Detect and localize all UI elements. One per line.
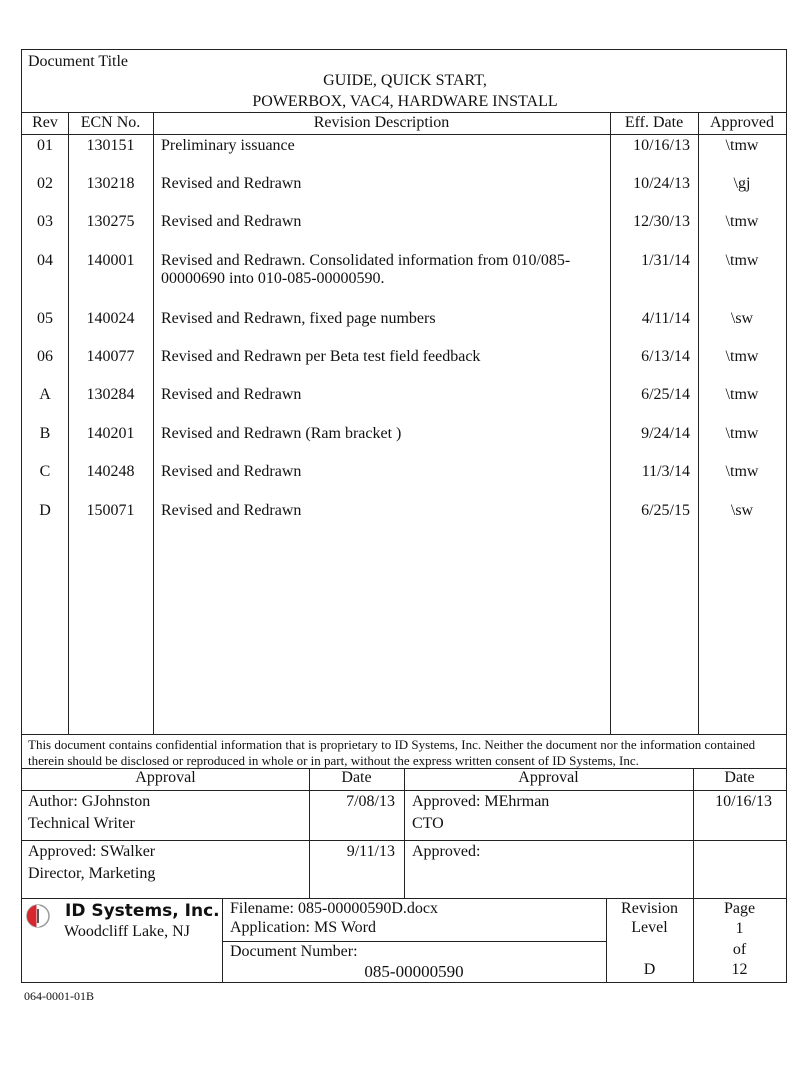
document-title-line1: GUIDE, QUICK START, [323, 72, 487, 89]
description-cell: Revised and Redrawn [161, 502, 302, 519]
approved-cell: \tmw [725, 137, 759, 154]
rev-cell: 05 [37, 310, 53, 327]
approver1-title: CTO [412, 815, 444, 832]
approved-cell: \tmw [725, 348, 759, 365]
rev-cell: 02 [37, 175, 53, 192]
page-label: Page [723, 900, 756, 917]
document-title-line2: POWERBOX, VAC4, HARDWARE INSTALL [252, 93, 558, 110]
approval-header-right: Approval [518, 769, 579, 786]
date-header-right: Date [724, 769, 755, 786]
revision-value: D [643, 961, 656, 978]
col-header-ecn: ECN No. [80, 114, 141, 131]
company-name: ID Systems, Inc. [65, 901, 220, 921]
date-header-left: Date [341, 769, 372, 786]
approver2-title: Director, Marketing [28, 865, 156, 882]
approved-cell: \tmw [725, 252, 759, 269]
divider [404, 768, 405, 898]
divider [22, 134, 786, 135]
ecn-cell: 140024 [86, 310, 135, 327]
revision-label-level: Level [631, 919, 668, 936]
approved-cell: \tmw [725, 463, 759, 480]
rev-cell: A [39, 386, 51, 403]
approver1-name: Approved: MEhrman [412, 793, 550, 810]
eff-date-cell: 6/25/15 [641, 502, 690, 519]
eff-date-cell: 12/30/13 [633, 213, 690, 230]
document-title-label: Document Title [28, 53, 129, 70]
rev-cell: 06 [37, 348, 53, 365]
approved-cell: \gj [733, 175, 751, 192]
divider [222, 941, 606, 942]
description-cell: Revised and Redrawn. Consolidated information from 010/085-00000690 into 010-085-00000590. [161, 252, 571, 287]
col-header-approved: Approved [710, 114, 774, 131]
ecn-cell: 150071 [86, 502, 135, 519]
eff-date-cell: 9/24/14 [641, 425, 690, 442]
approved-cell: \tmw [725, 213, 759, 230]
description-cell: Revised and Redrawn, fixed page numbers [161, 310, 436, 327]
page-current: 1 [735, 920, 744, 937]
col-header-rev: Rev [32, 114, 58, 131]
approver1-date: 10/16/13 [715, 793, 772, 810]
form-number: 064-0001-01B [24, 989, 94, 1003]
divider [309, 768, 310, 898]
col-header-eff-date: Eff. Date [624, 114, 684, 131]
rev-cell: 01 [37, 137, 53, 154]
col-header-description: Revision Description [313, 114, 450, 131]
document-number-label: Document Number: [230, 943, 358, 960]
divider [22, 734, 786, 735]
rev-cell: B [39, 425, 51, 442]
description-cell: Revised and Redrawn [161, 463, 302, 480]
rev-cell: D [39, 502, 51, 519]
divider [610, 112, 611, 734]
divider [22, 840, 786, 841]
eff-date-cell: 11/3/14 [641, 463, 690, 480]
approver3-name: Approved: [412, 843, 481, 860]
approver2-date: 9/11/13 [346, 843, 395, 860]
rev-cell: 04 [37, 252, 53, 269]
ecn-cell: 130275 [86, 213, 135, 230]
rev-cell: C [39, 463, 51, 480]
ecn-cell: 140248 [86, 463, 135, 480]
approval-header-left: Approval [135, 769, 196, 786]
company-location: Woodcliff Lake, NJ [64, 923, 190, 940]
divider [68, 112, 69, 734]
divider [153, 112, 154, 734]
ecn-cell: 130151 [86, 137, 135, 154]
revision-label: Revision [621, 900, 678, 917]
ecn-cell: 140077 [86, 348, 135, 365]
divider [698, 112, 699, 734]
approved-cell: \sw [730, 310, 754, 327]
divider [693, 768, 694, 898]
filename: Filename: 085-00000590D.docx [230, 900, 438, 917]
id-systems-logo-icon [25, 903, 51, 929]
author-title: Technical Writer [28, 815, 135, 832]
approved-cell: \tmw [725, 425, 759, 442]
ecn-cell: 130284 [86, 386, 135, 403]
description-cell: Revised and Redrawn per Beta test field feedback [161, 348, 481, 365]
approved-cell: \tmw [725, 386, 759, 403]
confidential-notice: This document contains confidential information that is proprietary to ID Systems, Inc. Neither the document nor the information contained therein should be disclosed or reproduced in whole or in part, without the express written consent of ID Systems, Inc. [28, 737, 756, 768]
eff-date-cell: 1/31/14 [641, 252, 690, 269]
description-cell: Revised and Redrawn [161, 213, 302, 230]
divider [22, 112, 786, 113]
page-total: 12 [731, 961, 748, 978]
ecn-cell: 130218 [86, 175, 135, 192]
document-number: 085-00000590 [364, 962, 464, 981]
author-name: Author: GJohnston [28, 793, 151, 810]
eff-date-cell: 6/13/14 [641, 348, 690, 365]
eff-date-cell: 10/24/13 [633, 175, 690, 192]
approver2-name: Approved: SWalker [28, 843, 156, 860]
company-logo-block [22, 898, 222, 982]
description-cell: Preliminary issuance [161, 137, 295, 154]
document-frame [21, 49, 787, 983]
description-cell: Revised and Redrawn [161, 386, 302, 403]
description-cell: Revised and Redrawn (Ram bracket ) [161, 425, 402, 442]
page-of: of [732, 941, 747, 958]
author-date: 7/08/13 [346, 793, 395, 810]
application: Application: MS Word [230, 919, 376, 936]
divider [22, 790, 786, 791]
eff-date-cell: 6/25/14 [641, 386, 690, 403]
approved-cell: \sw [730, 502, 754, 519]
ecn-cell: 140001 [86, 252, 135, 269]
eff-date-cell: 10/16/13 [633, 137, 690, 154]
rev-cell: 03 [37, 213, 53, 230]
ecn-cell: 140201 [86, 425, 135, 442]
description-cell: Revised and Redrawn [161, 175, 302, 192]
eff-date-cell: 4/11/14 [641, 310, 690, 327]
